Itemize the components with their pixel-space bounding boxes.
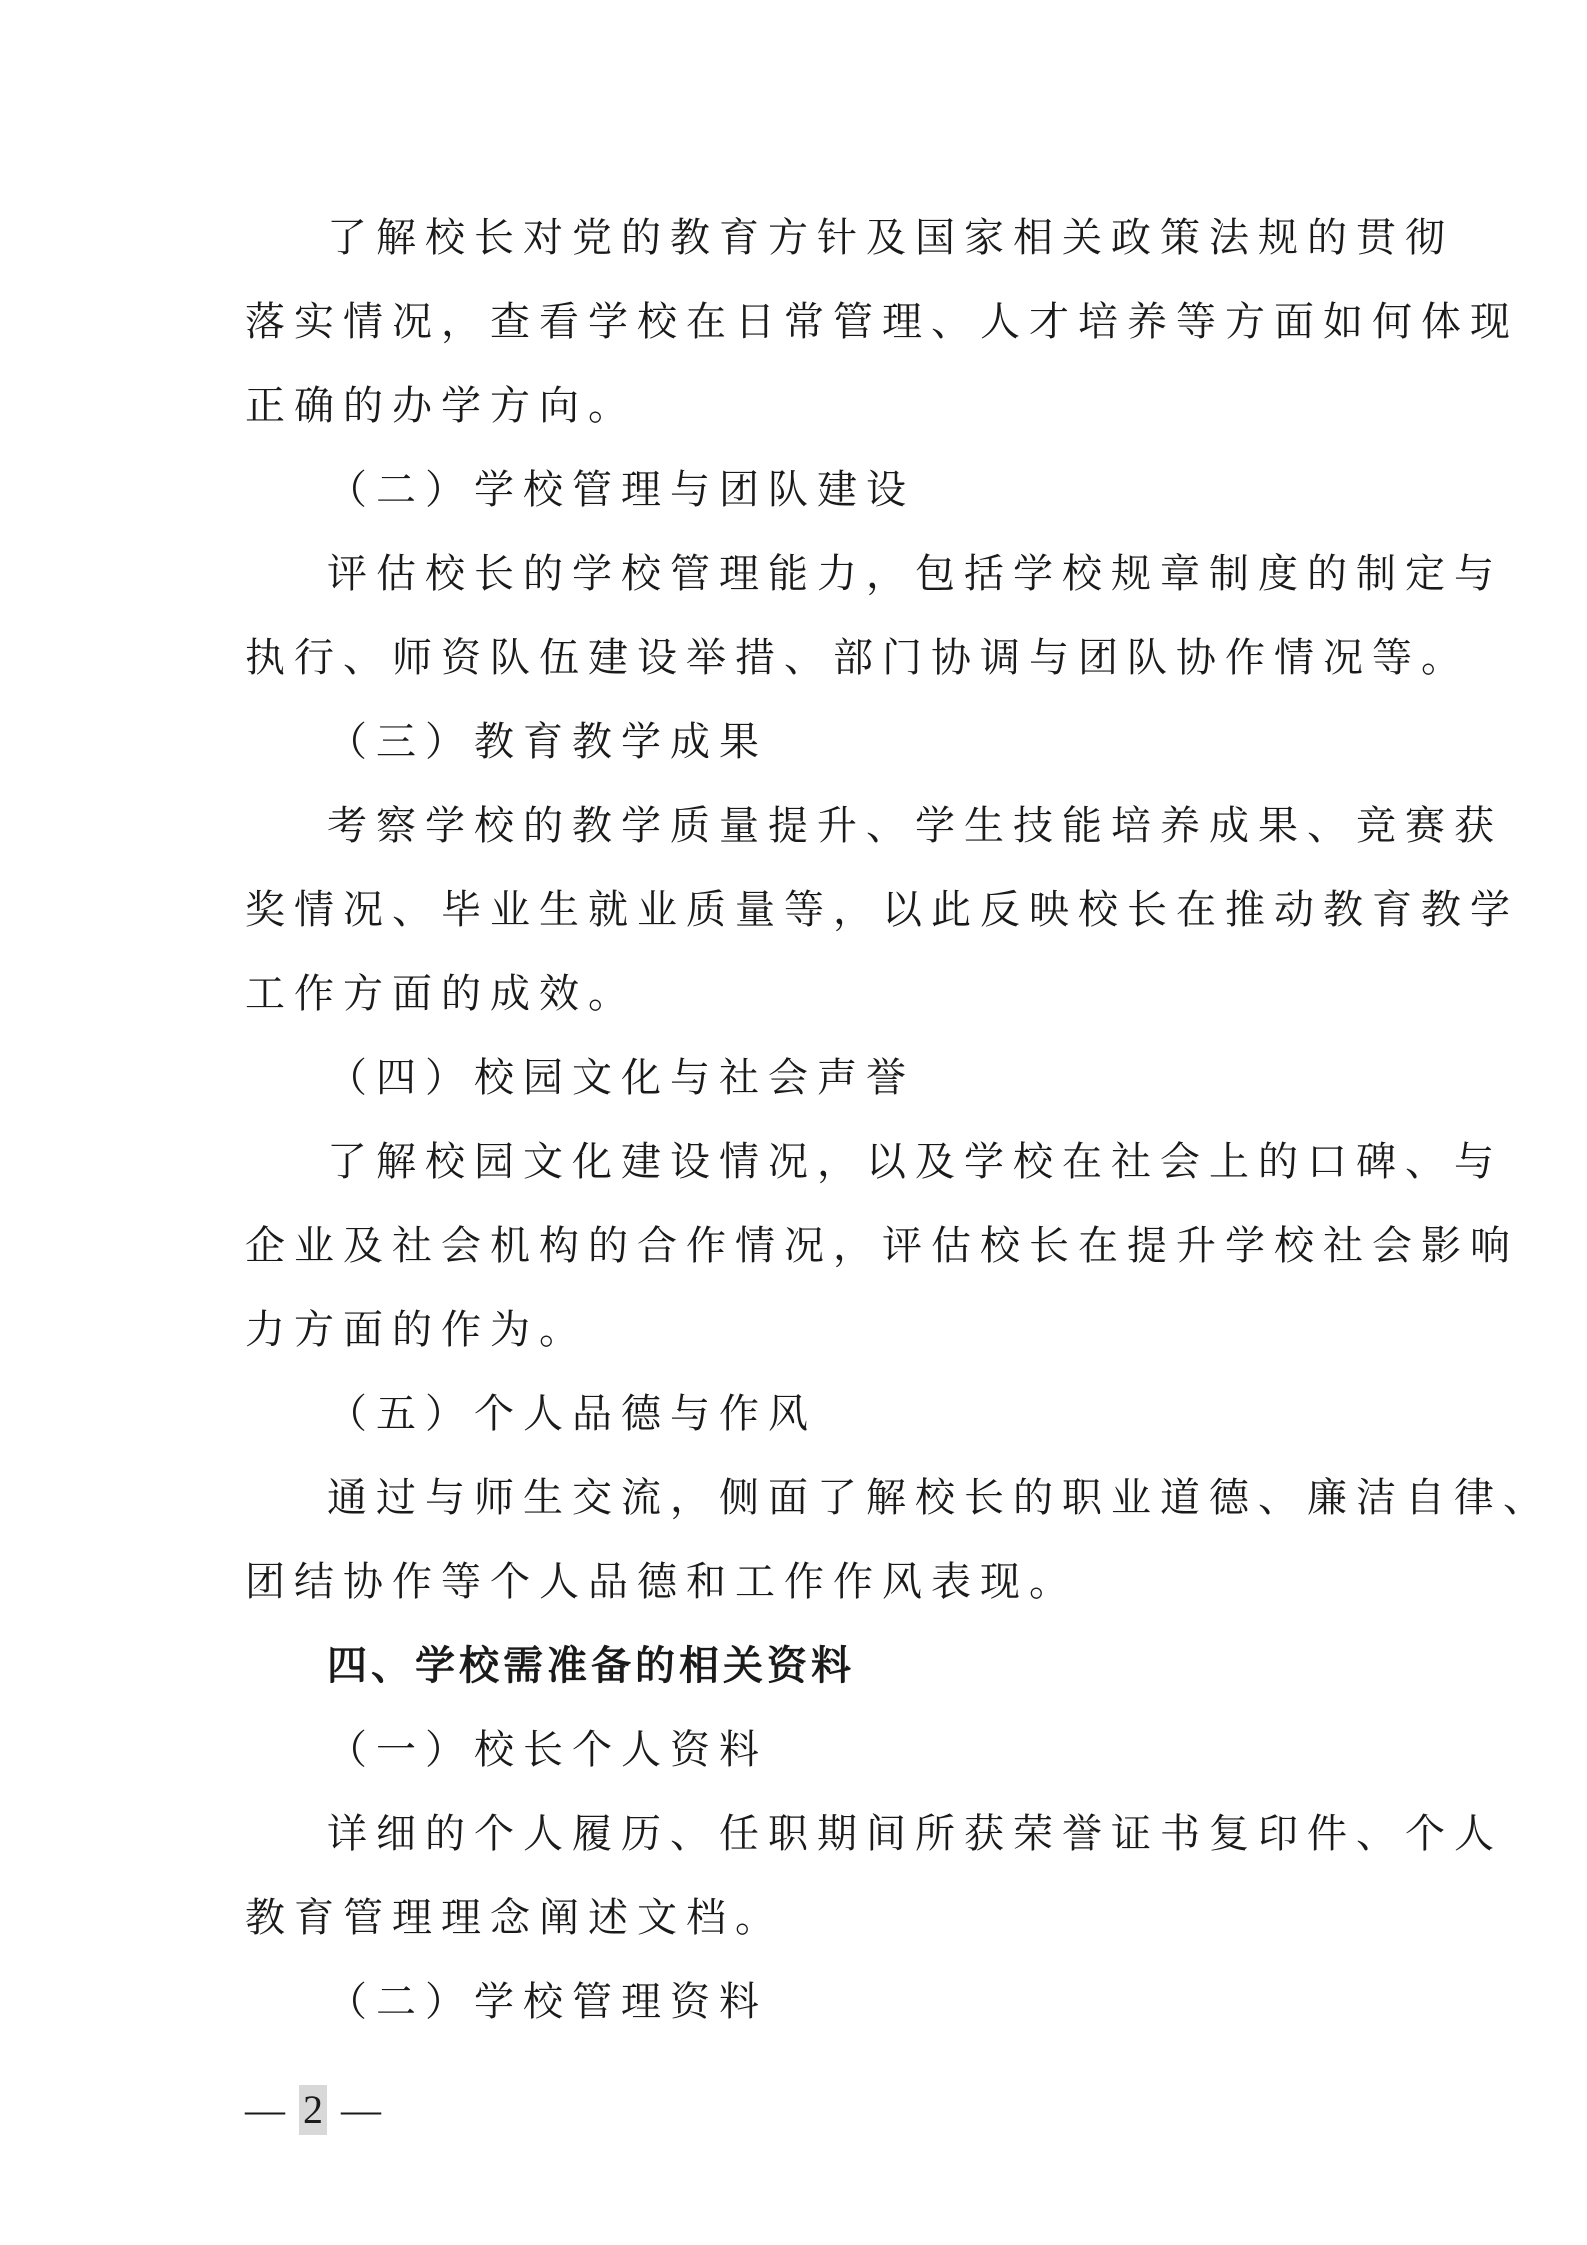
paragraph-line: 考察学校的教学质量提升、学生技能培养成果、竞赛获 — [327, 803, 1503, 849]
paragraph-line: 正确的办学方向。 — [245, 383, 637, 429]
footer-dash-right: — — [341, 2087, 381, 2132]
paragraph-line: 力方面的作为。 — [245, 1307, 588, 1353]
section-heading: （四）校园文化与社会声誉 — [327, 1055, 915, 1101]
paragraph-line: 团结协作等个人品德和工作作风表现。 — [245, 1559, 1078, 1605]
paragraph-line: 落实情况，查看学校在日常管理、人才培养等方面如何体现 — [245, 299, 1519, 345]
section-heading: （二）学校管理与团队建设 — [327, 467, 915, 513]
page-footer — [245, 2085, 381, 2135]
paragraph-line: 了解校长对党的教育方针及国家相关政策法规的贯彻 — [327, 215, 1454, 261]
section-heading: （二）学校管理资料 — [327, 1979, 768, 2025]
chapter-heading: 四、学校需准备的相关资料 — [327, 1642, 855, 1689]
section-heading: （五）个人品德与作风 — [327, 1391, 817, 1437]
footer-dash-left: — — [245, 2087, 285, 2132]
paragraph-line: 工作方面的成效。 — [245, 971, 637, 1017]
paragraph-line: 了解校园文化建设情况，以及学校在社会上的口碑、与 — [327, 1139, 1503, 1185]
section-heading: （一）校长个人资料 — [327, 1727, 768, 1773]
paragraph-line: 评估校长的学校管理能力，包括学校规章制度的制定与 — [327, 551, 1503, 597]
paragraph-line: 通过与师生交流，侧面了解校长的职业道德、廉洁自律、 — [327, 1475, 1552, 1521]
paragraph-line: 教育管理理念阐述文档。 — [245, 1895, 784, 1941]
paragraph-line: 详细的个人履历、任职期间所获荣誉证书复印件、个人 — [327, 1811, 1503, 1857]
paragraph-line: 企业及社会机构的合作情况，评估校长在提升学校社会影响 — [245, 1223, 1519, 1269]
page-number: 2 — [299, 2085, 327, 2135]
paragraph-line: 奖情况、毕业生就业质量等，以此反映校长在推动教育教学 — [245, 887, 1519, 933]
paragraph-line: 执行、师资队伍建设举措、部门协调与团队协作情况等。 — [245, 635, 1470, 681]
document-body — [245, 196, 1552, 2044]
section-heading: （三）教育教学成果 — [327, 719, 768, 765]
